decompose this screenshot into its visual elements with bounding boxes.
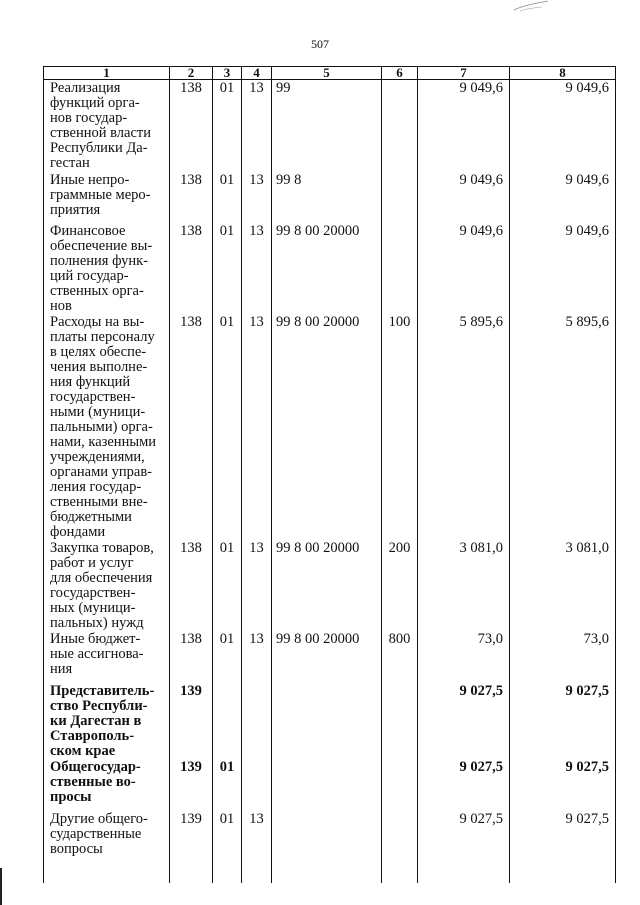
row-name-line: сударственные xyxy=(50,825,142,842)
column-header-7: 7 xyxy=(418,67,510,80)
budget-table xyxy=(43,66,616,883)
scan-edge xyxy=(0,868,2,905)
expense-type-code xyxy=(382,759,418,811)
row-name-line: Иные бюджет- xyxy=(50,630,141,647)
amount-col-8: 3 081,0 xyxy=(510,540,616,631)
section-code: 01 xyxy=(213,811,242,883)
section-code xyxy=(213,683,242,759)
scan-mark xyxy=(512,0,552,14)
table-row xyxy=(44,759,616,811)
table-row xyxy=(44,172,616,223)
row-name-line: в целях обеспе- xyxy=(50,343,147,360)
row-name-line: нов государ- xyxy=(50,110,128,126)
row-name-line: Расходы на вы- xyxy=(50,313,145,330)
subsection-code: 13 xyxy=(242,223,272,314)
row-name-line: ственными вне- xyxy=(50,493,148,510)
section-code: 01 xyxy=(213,223,242,314)
table-row xyxy=(44,631,616,683)
row-name-line: ния функций xyxy=(50,373,131,390)
row-name-line: нов xyxy=(50,297,72,314)
expense-type-code xyxy=(382,80,418,172)
amount-col-8: 9 027,5 xyxy=(510,811,616,883)
section-code: 01 xyxy=(213,314,242,540)
amount-col-8: 9 049,6 xyxy=(510,172,616,223)
column-header-1: 1 xyxy=(44,67,170,80)
row-name-line: государствен- xyxy=(50,388,136,405)
row-name-line: ственные во- xyxy=(50,773,136,790)
row-name-line: ных (муници- xyxy=(50,599,136,616)
target-item-code: 99 8 00 20000 xyxy=(272,223,382,314)
row-name-line: ство Республи- xyxy=(50,697,148,714)
row-name-line: ском крае xyxy=(50,742,116,759)
row-name-line: нами, казенными xyxy=(50,433,157,450)
row-name xyxy=(44,172,170,223)
expense-type-code: 200 xyxy=(382,540,418,631)
subsection-code xyxy=(242,683,272,759)
subsection-code: 13 xyxy=(242,811,272,883)
row-name xyxy=(44,223,170,314)
column-header-5: 5 xyxy=(272,67,382,80)
section-code: 01 xyxy=(213,631,242,683)
expense-type-code xyxy=(382,683,418,759)
subsection-code: 13 xyxy=(242,314,272,540)
amount-col-7: 3 081,0 xyxy=(418,540,510,631)
row-name-line: Финансовое xyxy=(50,222,126,239)
row-name xyxy=(44,683,170,759)
row-name-line: фондами xyxy=(50,523,106,540)
ministry-code: 138 xyxy=(170,540,213,631)
section-code: 01 xyxy=(213,172,242,223)
row-name-line: функций орга- xyxy=(50,95,140,111)
row-name-line: ственных орга- xyxy=(50,282,144,299)
amount-col-8: 5 895,6 xyxy=(510,314,616,540)
row-name-line: Ставрополь- xyxy=(50,727,135,744)
column-header-4: 4 xyxy=(242,67,272,80)
expense-type-code: 100 xyxy=(382,314,418,540)
row-name-line: просы xyxy=(50,788,92,805)
expense-type-code: 800 xyxy=(382,631,418,683)
row-name-line: учреждениями, xyxy=(50,448,145,465)
row-name-line: граммные меро- xyxy=(50,186,151,203)
row-name-line: Другие общего- xyxy=(50,810,148,827)
amount-col-8: 9 049,6 xyxy=(510,223,616,314)
subsection-code: 13 xyxy=(242,540,272,631)
row-name xyxy=(44,80,170,172)
section-code: 01 xyxy=(213,80,242,172)
target-item-code: 99 8 xyxy=(272,172,382,223)
table-row xyxy=(44,314,616,540)
amount-col-7: 9 049,6 xyxy=(418,172,510,223)
column-header-8: 8 xyxy=(510,67,616,80)
amount-col-8: 9 027,5 xyxy=(510,683,616,759)
row-name-line: ций государ- xyxy=(50,267,129,284)
target-item-code: 99 8 00 20000 xyxy=(272,631,382,683)
target-item-code xyxy=(272,811,382,883)
amount-col-7: 9 049,6 xyxy=(418,80,510,172)
expense-type-code xyxy=(382,172,418,223)
row-name-line: Закупка товаров, xyxy=(50,539,154,556)
row-name-line: Представитель- xyxy=(50,682,155,699)
ministry-code: 139 xyxy=(170,759,213,811)
row-name-line: работ и услуг xyxy=(50,554,134,571)
table-row xyxy=(44,811,616,883)
row-name-line: ными (муници- xyxy=(50,403,146,420)
target-item-code xyxy=(272,683,382,759)
target-item-code: 99 8 00 20000 xyxy=(272,314,382,540)
amount-col-7: 73,0 xyxy=(418,631,510,683)
row-name-line: обеспечение вы- xyxy=(50,237,153,254)
ministry-code: 138 xyxy=(170,223,213,314)
table-row xyxy=(44,540,616,631)
row-name-line: приятия xyxy=(50,201,101,218)
row-name-line: ственной власти xyxy=(50,125,151,141)
table-row xyxy=(44,223,616,314)
amount-col-8: 9 027,5 xyxy=(510,759,616,811)
row-name-line: полнения функ- xyxy=(50,252,148,269)
target-item-code: 99 xyxy=(272,80,382,172)
row-name-line: чения выполне- xyxy=(50,358,148,375)
ministry-code: 139 xyxy=(170,811,213,883)
subsection-code: 13 xyxy=(242,80,272,172)
target-item-code xyxy=(272,759,382,811)
subsection-code: 13 xyxy=(242,631,272,683)
row-name xyxy=(44,759,170,811)
table-row xyxy=(44,683,616,759)
row-name xyxy=(44,631,170,683)
row-name-line: вопросы xyxy=(50,840,103,857)
ministry-code: 138 xyxy=(170,80,213,172)
row-name-line: пальными) орга- xyxy=(50,418,153,435)
ministry-code: 138 xyxy=(170,631,213,683)
row-name-line: для обеспечения xyxy=(50,569,153,586)
row-name-line: Общегосудар- xyxy=(50,758,141,775)
subsection-code xyxy=(242,759,272,811)
row-name-line: органами управ- xyxy=(50,463,153,480)
column-header-6: 6 xyxy=(382,67,418,80)
table-body xyxy=(44,80,616,883)
row-name xyxy=(44,540,170,631)
row-name-line: платы персоналу xyxy=(50,328,155,345)
row-name-line: пальных) нужд xyxy=(50,614,144,631)
row-name-line: ления государ- xyxy=(50,478,142,495)
row-name-line: гестан xyxy=(50,155,90,171)
amount-col-7: 5 895,6 xyxy=(418,314,510,540)
expense-type-code xyxy=(382,811,418,883)
amount-col-7: 9 027,5 xyxy=(418,759,510,811)
amount-col-7: 9 027,5 xyxy=(418,811,510,883)
row-name-line: государствен- xyxy=(50,584,136,601)
page-number: 507 xyxy=(311,37,329,51)
table-row xyxy=(44,80,616,172)
section-code: 01 xyxy=(213,759,242,811)
row-name-line: ки Дагестан в xyxy=(50,712,142,729)
row-name-line: Республики Да- xyxy=(50,140,148,156)
amount-col-8: 9 049,6 xyxy=(510,80,616,172)
ministry-code: 138 xyxy=(170,172,213,223)
ministry-code: 138 xyxy=(170,314,213,540)
row-name-line: бюджетными xyxy=(50,508,132,525)
row-name xyxy=(44,811,170,883)
header-row xyxy=(44,67,616,80)
row-name-line: Иные непро- xyxy=(50,171,130,188)
expense-type-code xyxy=(382,223,418,314)
amount-col-7: 9 049,6 xyxy=(418,223,510,314)
column-header-3: 3 xyxy=(213,67,242,80)
row-name-line: Реализация xyxy=(50,80,121,96)
target-item-code: 99 8 00 20000 xyxy=(272,540,382,631)
ministry-code: 139 xyxy=(170,683,213,759)
row-name-line: ные ассигнова- xyxy=(50,645,144,662)
section-code: 01 xyxy=(213,540,242,631)
row-name-line: ния xyxy=(50,660,73,677)
amount-col-8: 73,0 xyxy=(510,631,616,683)
column-header-2: 2 xyxy=(170,67,213,80)
row-name xyxy=(44,314,170,540)
subsection-code: 13 xyxy=(242,172,272,223)
amount-col-7: 9 027,5 xyxy=(418,683,510,759)
